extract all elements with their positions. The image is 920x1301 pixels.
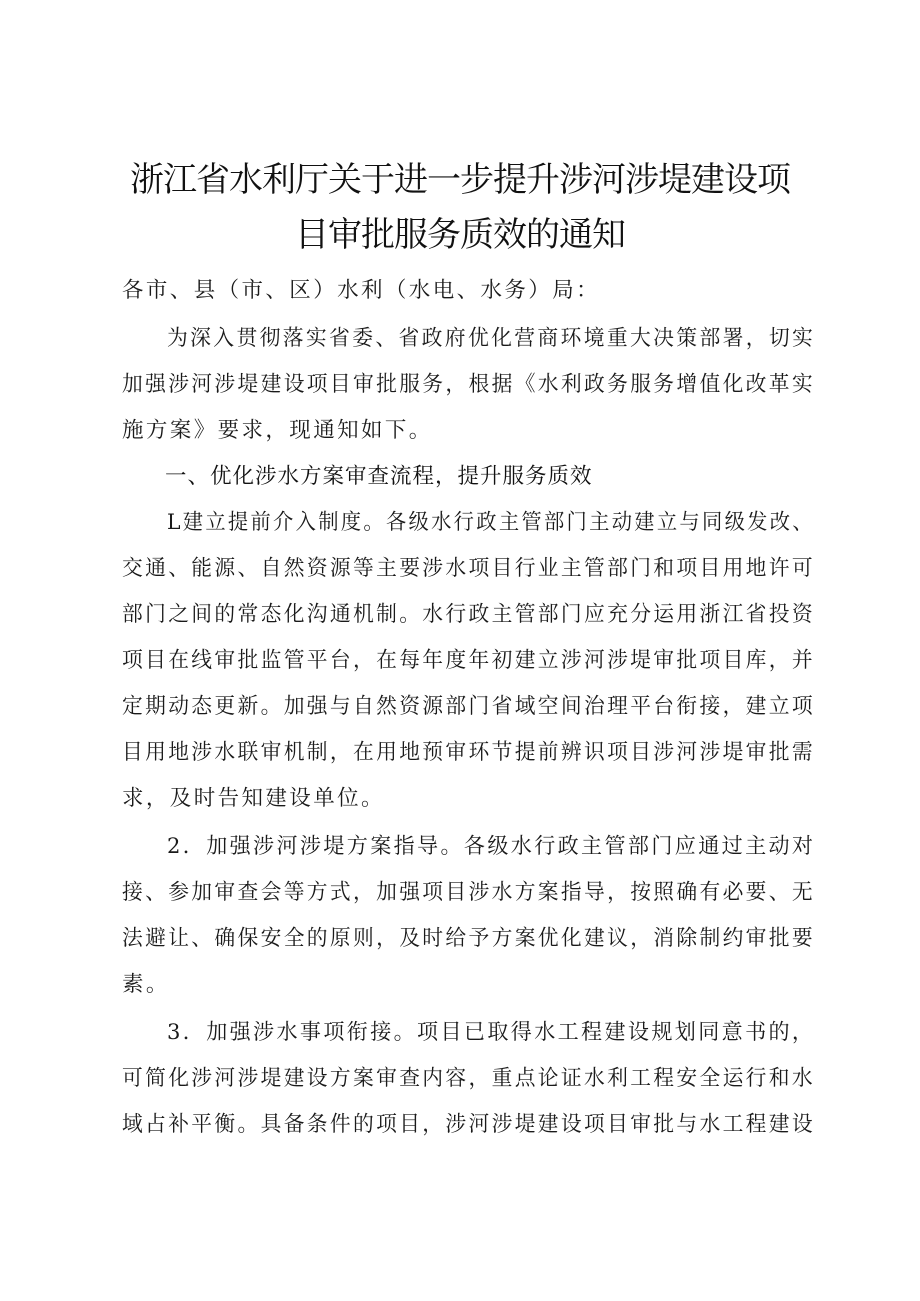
salutation: 各市、县（市、区）水利（水电、水务）局： — [122, 278, 601, 303]
item-1-line: 求，及时告知建设单位。 — [122, 786, 385, 811]
item-1-line: 部门之间的常态化沟通机制。水行政主管部门应充分运用浙江省投资 — [122, 602, 815, 627]
item-2-line: 素。 — [122, 972, 170, 997]
item-1-line: 交通、能源、自然资源等主要涉水项目行业主管部门和项目用地许可 — [122, 556, 815, 581]
item-3-line: 可简化涉河涉堤建设方案审查内容，重点论证水利工程安全运行和水 — [122, 1066, 815, 1091]
item-3-line: 3．加强涉水事项衔接。项目已取得水工程建设规划同意书的， — [167, 1020, 816, 1045]
item-2-line: 法避让、确保安全的原则，及时给予方案优化建议，消除制约审批要 — [122, 926, 815, 951]
document-title-line-1: 浙江省水利厅关于进一步提升涉河涉堤建设项 — [130, 160, 790, 200]
document-title-line-2: 目审批服务质效的通知 — [295, 215, 625, 255]
item-1-line: 定期动态更新。加强与自然资源部门省域空间治理平台衔接，建立项 — [122, 694, 815, 719]
item-2-line: 接、参加审查会等方式，加强项目涉水方案指导，按照确有必要、无 — [122, 880, 815, 905]
intro-line: 为深入贯彻落实省委、省政府优化营商环境重大决策部署，切实 — [167, 326, 816, 351]
intro-line: 施方案》要求，现通知如下。 — [122, 418, 433, 443]
item-3-line: 域占补平衡。具备条件的项目，涉河涉堤建设项目审批与水工程建设 — [122, 1112, 815, 1137]
section-heading: 一、优化涉水方案审查流程，提升服务质效 — [165, 464, 593, 489]
item-1-line: 目用地涉水联审机制，在用地预审环节提前辨识项目涉河涉堤审批需 — [122, 740, 815, 765]
item-2-line: 2．加强涉河涉堤方案指导。各级水行政主管部门应通过主动对 — [167, 834, 816, 859]
item-1-line: 项目在线审批监管平台，在每年度年初建立涉河涉堤审批项目库，并 — [122, 648, 815, 673]
item-1-line: L建立提前介入制度。各级水行政主管部门主动建立与同级发改、 — [167, 510, 815, 535]
intro-line: 加强涉河涉堤建设项目审批服务，根据《水利政务服务增值化改革实 — [122, 372, 815, 397]
